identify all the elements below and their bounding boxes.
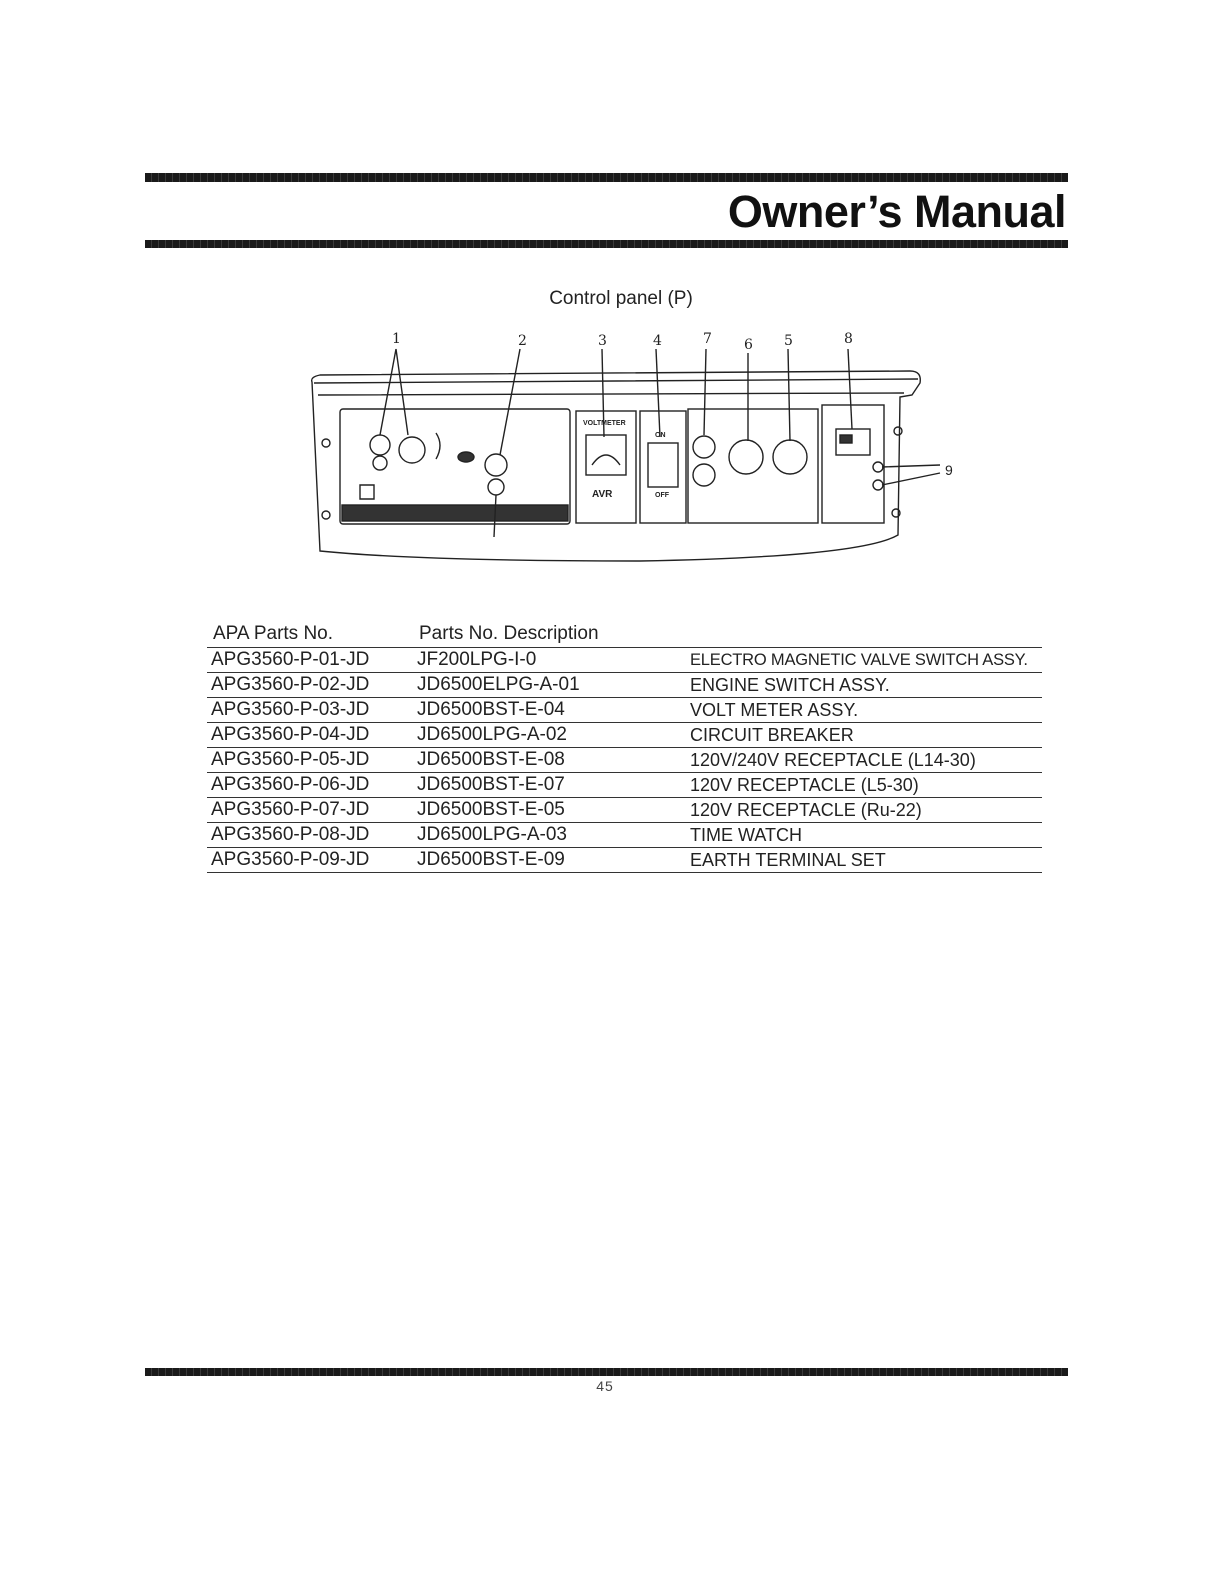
apa-part-no: APG3560-P-01-JD <box>207 648 413 673</box>
breaker-section <box>640 411 686 523</box>
callout-line-1 <box>380 349 408 435</box>
apa-part-no: APG3560-P-07-JD <box>207 798 413 823</box>
part-description: CIRCUIT BREAKER <box>686 723 1042 748</box>
table-row <box>207 698 1042 723</box>
engine-badge <box>458 452 474 462</box>
parts-table <box>207 622 1042 873</box>
callout-2: 2 <box>518 333 527 349</box>
part-description: ELECTRO MAGNETIC VALVE SWITCH ASSY. <box>686 648 1042 673</box>
part-no: JD6500BST-E-07 <box>413 773 686 798</box>
header-description <box>686 622 1042 648</box>
table-row <box>207 748 1042 773</box>
part-description: 120V RECEPTACLE (L5-30) <box>686 773 1042 798</box>
apa-part-no: APG3560-P-04-JD <box>207 723 413 748</box>
header-parts-no-description: Parts No. Description <box>413 622 686 648</box>
part-no: JD6500BST-E-08 <box>413 748 686 773</box>
callout-4: 4 <box>653 333 662 349</box>
callout-line-2 <box>500 349 520 455</box>
part-no: JD6500BST-E-05 <box>413 798 686 823</box>
callout-line-9 <box>882 465 940 485</box>
part-description: 120V RECEPTACLE (Ru-22) <box>686 798 1042 823</box>
table-row <box>207 723 1042 748</box>
breaker-on-label: ON <box>655 432 666 439</box>
page-number: 45 <box>596 1378 614 1394</box>
part-no: JD6500BST-E-09 <box>413 848 686 873</box>
callout-line-7 <box>704 349 706 435</box>
callout-line-4 <box>656 349 660 437</box>
table-row <box>207 823 1042 848</box>
receptacle-l14-30 <box>773 440 807 474</box>
voltmeter-section <box>576 411 636 523</box>
control-panel-figure <box>300 325 980 570</box>
voltmeter-label: VOLTMETER <box>583 420 626 427</box>
panel-top-lip <box>314 379 918 395</box>
label-strip <box>342 505 568 521</box>
table-row <box>207 673 1042 698</box>
header-apa-parts-no: APA Parts No. <box>207 622 413 648</box>
callout-5: 5 <box>784 333 793 349</box>
part-description: 120V/240V RECEPTACLE (L14-30) <box>686 748 1042 773</box>
callout-3: 3 <box>598 333 607 349</box>
callout-8: 8 <box>844 331 853 347</box>
breaker-off-label: OFF <box>655 492 669 499</box>
receptacle-l5-30 <box>729 440 763 474</box>
callout-line-5 <box>788 349 790 441</box>
part-no: JF200LPG-I-0 <box>413 648 686 673</box>
breaker-body <box>648 443 678 487</box>
table-header-row <box>207 622 1042 648</box>
apa-part-no: APG3560-P-06-JD <box>207 773 413 798</box>
part-description: ENGINE SWITCH ASSY. <box>686 673 1042 698</box>
receptacle-ru22-bottom <box>693 464 715 486</box>
part-description: VOLT METER ASSY. <box>686 698 1042 723</box>
choke-knob <box>399 437 425 463</box>
header-rule-top <box>145 173 1068 182</box>
callout-6: 6 <box>744 337 753 353</box>
engine-switch <box>485 454 507 476</box>
callout-line-8 <box>848 349 852 429</box>
part-no: JD6500LPG-A-03 <box>413 823 686 848</box>
table-row <box>207 848 1042 873</box>
receptacle-section <box>688 409 818 523</box>
part-description: EARTH TERMINAL SET <box>686 848 1042 873</box>
apa-part-no: APG3560-P-08-JD <box>207 823 413 848</box>
apa-part-no: APG3560-P-02-JD <box>207 673 413 698</box>
avr-label: AVR <box>592 489 613 500</box>
figure-caption: Control panel (P) <box>549 288 693 309</box>
header-rule-bottom <box>145 240 1068 248</box>
table-row <box>207 648 1042 673</box>
valve-switch-knob <box>370 435 390 455</box>
callout-7: 7 <box>703 331 712 347</box>
apa-part-no: APG3560-P-05-JD <box>207 748 413 773</box>
apa-part-no: APG3560-P-09-JD <box>207 848 413 873</box>
earth-terminal <box>873 462 883 472</box>
footer-rule <box>145 1368 1068 1376</box>
part-no: JD6500LPG-A-02 <box>413 723 686 748</box>
part-no: JD6500ELPG-A-01 <box>413 673 686 698</box>
callout-9: 9 <box>945 462 953 478</box>
table-row <box>207 773 1042 798</box>
table-row <box>207 798 1042 823</box>
apa-part-no: APG3560-P-03-JD <box>207 698 413 723</box>
page-title: Owner’s Manual <box>727 186 1066 237</box>
callout-1: 1 <box>392 331 401 347</box>
receptacle-ru22-top <box>693 436 715 458</box>
part-description: TIME WATCH <box>686 823 1042 848</box>
part-no: JD6500BST-E-04 <box>413 698 686 723</box>
